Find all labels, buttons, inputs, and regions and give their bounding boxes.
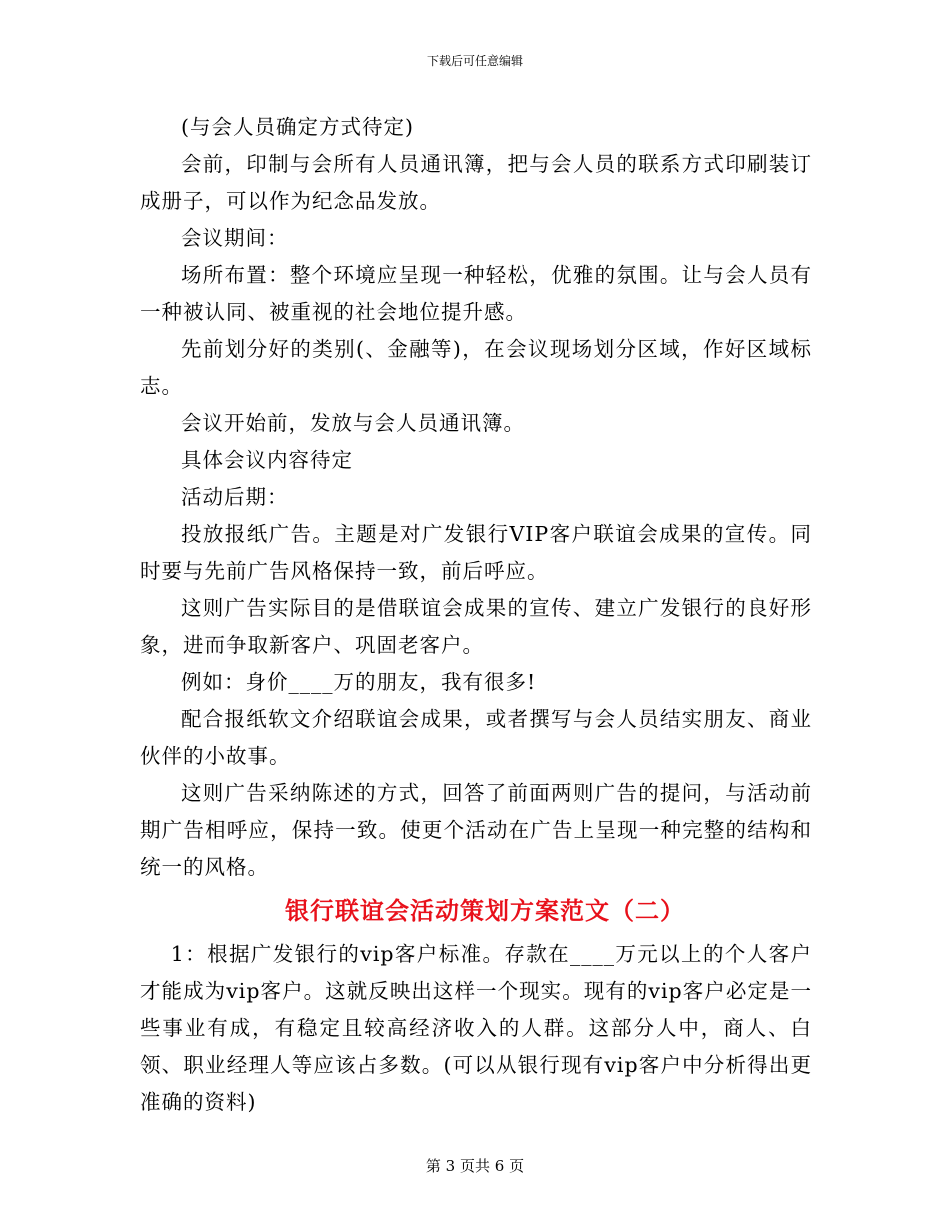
paragraph: 场所布置：整个环境应呈现一种轻松，优雅的氛围。让与会人员有一种被认同、被重视的社会地位提升感。 xyxy=(140,263,812,324)
paragraph: 具体会议内容待定 xyxy=(181,448,353,472)
paragraph: 这则广告实际目的是借联谊会成果的宣传、建立广发银行的良好形象，进而争取新客户、巩固老客户。 xyxy=(140,596,812,657)
page-header: 下载后可任意编辑 xyxy=(426,54,523,68)
section-title: 银行联谊会活动策划方案范文（二） xyxy=(285,896,685,925)
paragraph: 1：根据广发银行的vip客户标准。存款在____万元以上的个人客户才能成为vip客户。这就反映出这样一个现实。现有的vip客户必定是一些事业有成，有稳定且较高经济收入的人群。这部分人中，商人、白领、职业经理人等应该占多数。(可以从银行现有vip客户中分析得出更准确的资料) xyxy=(140,942,812,1114)
paragraph: 例如：身价____万的朋友，我有很多! xyxy=(181,670,537,694)
paragraph: 活动后期： xyxy=(181,485,289,509)
paragraph: 配合报纸软文介绍联谊会成果，或者撰写与会人员结实朋友、商业伙伴的小故事。 xyxy=(140,707,812,768)
paragraph: 会议期间： xyxy=(181,226,289,250)
paragraph: 这则广告采纳陈述的方式，回答了前面两则广告的提问，与活动前期广告相呼应，保持一致。使更个活动在广告上呈现一种完整的结构和统一的风格。 xyxy=(140,781,812,879)
paragraph: 会前，印制与会所有人员通讯簿，把与会人员的联系方式印刷装订成册子，可以作为纪念品发放。 xyxy=(140,152,812,213)
page-footer: 第 3 页共 6 页 xyxy=(425,1157,525,1175)
paragraph: (与会人员确定方式待定) xyxy=(181,115,414,139)
paragraph: 投放报纸广告。主题是对广发银行VIP客户联谊会成果的宣传。同时要与先前广告风格保持一致，前后呼应。 xyxy=(140,522,812,583)
paragraph: 会议开始前，发放与会人员通讯簿。 xyxy=(181,411,525,435)
paragraph: 先前划分好的类别(、金融等)，在会议现场划分区域，作好区域标志。 xyxy=(140,337,812,398)
document-body xyxy=(140,109,812,1121)
